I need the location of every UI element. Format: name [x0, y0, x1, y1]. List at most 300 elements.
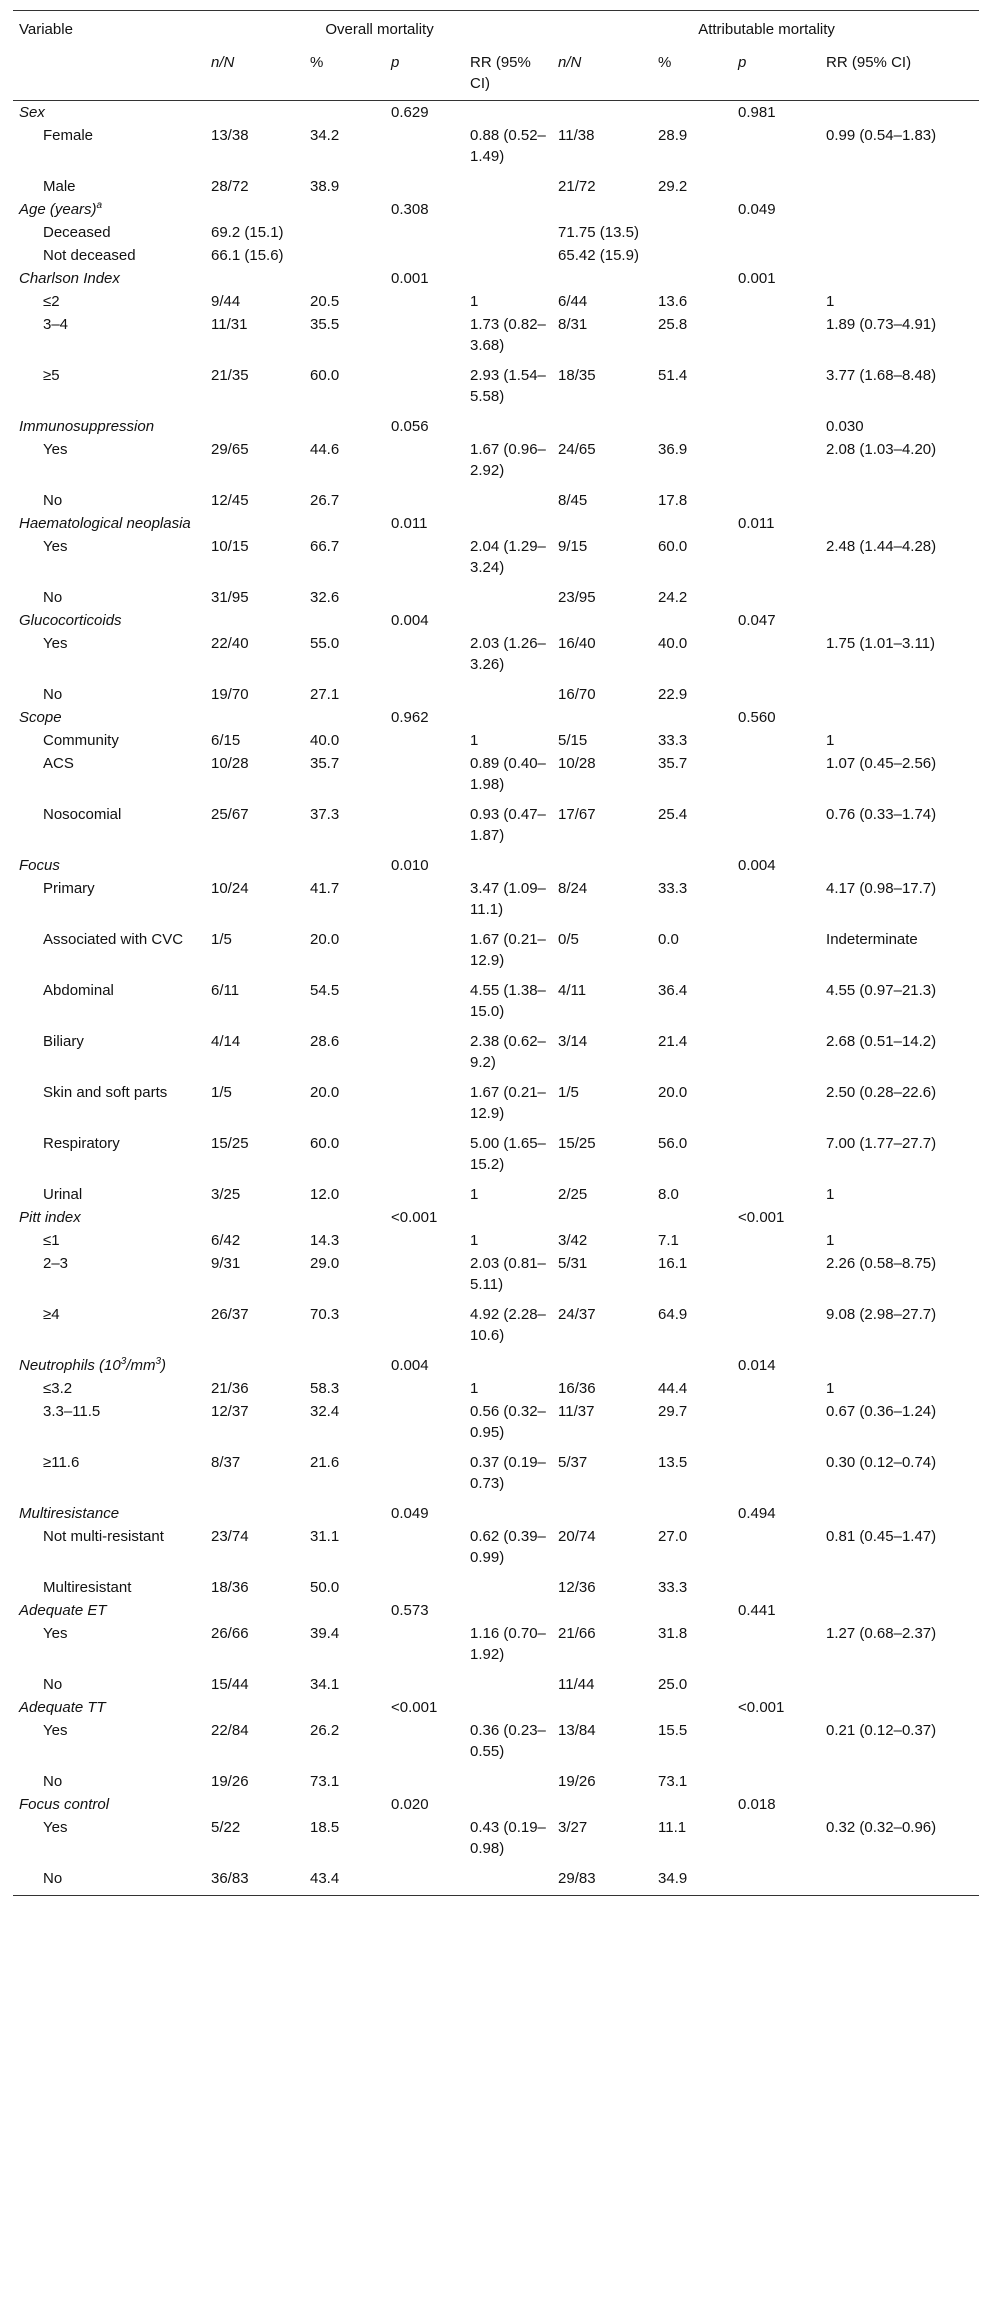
cell-rr-attributable: 1 — [826, 1380, 835, 1397]
cell-n-attributable — [552, 1354, 652, 1377]
cell-p-overall — [385, 1867, 464, 1896]
cell-p-overall: 0.056 — [391, 418, 429, 435]
cell-n-attributable: 11/44 — [558, 1676, 595, 1693]
table-row — [13, 1132, 979, 1183]
cell-pct-attributable: 44.4 — [658, 1380, 688, 1397]
cell-pct-overall: 26.7 — [310, 492, 340, 509]
cell-p-attributable — [732, 729, 820, 752]
table-row — [13, 877, 979, 928]
superscript: 3 — [155, 1356, 162, 1367]
label-text: Focus — [19, 857, 60, 874]
label-text: 3.3–11.5 — [43, 1403, 101, 1420]
table-row — [13, 1377, 979, 1400]
section-label — [13, 512, 205, 535]
cell-rr-overall: 0.43 (0.19–0.98) — [470, 1819, 546, 1857]
cell-n-overall: 8/37 — [211, 1454, 241, 1471]
cell-p-overall — [385, 1673, 464, 1696]
cell-rr-attributable — [820, 1502, 979, 1525]
label-text: Urinal — [43, 1186, 83, 1203]
section-label — [13, 1696, 205, 1719]
table-row — [13, 1525, 979, 1576]
cell-rr-attributable: 0.32 (0.32–0.96) — [826, 1819, 937, 1836]
cell-n-overall: 29/65 — [211, 441, 249, 458]
cell-p-attributable: 0.981 — [738, 104, 776, 121]
cell-rr-overall — [464, 489, 552, 512]
row-label — [13, 1081, 205, 1132]
section-label — [13, 198, 205, 221]
cell-rr-attributable: 1 — [826, 1232, 835, 1249]
cell-p-attributable — [732, 1622, 820, 1673]
cell-n-attributable: 16/36 — [558, 1380, 596, 1397]
table-row — [13, 1451, 979, 1502]
cell-rr-overall: 3.47 (1.09–11.1) — [470, 880, 546, 918]
table-row — [13, 1229, 979, 1252]
cell-rr-attributable — [820, 1354, 979, 1377]
table-row — [13, 1400, 979, 1451]
cell-n-attributable: 18/35 — [558, 367, 596, 384]
cell-rr-overall — [464, 1354, 552, 1377]
row-label — [13, 1867, 205, 1896]
cell-rr-attributable — [820, 1206, 979, 1229]
cell-n-attributable: 10/28 — [558, 755, 596, 772]
cell-n-overall: 6/42 — [211, 1232, 241, 1249]
cell-pct-attributable — [652, 415, 732, 438]
cell-p-overall: 0.573 — [391, 1602, 429, 1619]
cell-rr-attributable — [820, 512, 979, 535]
cell-pct-overall — [304, 101, 385, 125]
label-text: No — [43, 492, 63, 509]
cell-rr-attributable — [820, 1696, 979, 1719]
cell-pct-overall — [304, 854, 385, 877]
cell-n-overall: 6/15 — [211, 732, 241, 749]
header-n-attributable: n/N — [552, 46, 652, 101]
cell-p-attributable — [732, 1377, 820, 1400]
cell-rr-overall — [464, 1867, 552, 1896]
cell-p-attributable — [732, 1867, 820, 1896]
label-text: Male — [43, 178, 76, 195]
section-label — [13, 1793, 205, 1816]
cell-pct-overall — [304, 1354, 385, 1377]
header-row-columns — [13, 46, 979, 101]
cell-pct-attributable: 29.7 — [658, 1403, 688, 1420]
cell-p-overall: 0.011 — [391, 515, 428, 532]
cell-rr-attributable: 2.50 (0.28–22.6) — [826, 1084, 937, 1101]
cell-n-overall — [205, 854, 304, 877]
cell-rr-overall: 4.55 (1.38–15.0) — [470, 982, 546, 1020]
cell-n-attributable: 11/37 — [558, 1403, 595, 1420]
label-text: Age (years) — [19, 201, 97, 218]
cell-pct-overall — [304, 198, 385, 221]
cell-n-attributable: 1/5 — [558, 1084, 579, 1101]
cell-p-attributable — [732, 313, 820, 364]
table-row — [13, 1252, 979, 1303]
cell-rr-attributable: 1 — [826, 293, 835, 310]
cell-n-overall: 18/36 — [211, 1579, 249, 1596]
row-label — [13, 1303, 205, 1354]
label-text: Respiratory — [43, 1135, 120, 1152]
cell-rr-overall — [464, 609, 552, 632]
cell-pct-attributable — [652, 1354, 732, 1377]
cell-rr-attributable — [820, 854, 979, 877]
cell-rr-overall — [464, 244, 552, 267]
cell-pct-overall: 20.0 — [310, 1084, 340, 1101]
row-label — [13, 1030, 205, 1081]
cell-rr-overall: 1 — [470, 1186, 479, 1203]
cell-pct-overall — [304, 1793, 385, 1816]
cell-n-attributable: 29/83 — [552, 1867, 652, 1896]
cell-p-attributable: 0.004 — [738, 857, 776, 874]
cell-p-attributable — [732, 1525, 820, 1576]
cell-pct-overall: 27.1 — [310, 686, 340, 703]
section-label — [13, 1599, 205, 1622]
label-text: Female — [43, 127, 94, 144]
cell-n-overall: 26/66 — [211, 1625, 249, 1642]
cell-pct-overall: 32.4 — [310, 1403, 340, 1420]
cell-rr-overall — [464, 1502, 552, 1525]
label-text: Haematological neoplasia — [19, 515, 191, 532]
label-text: Associated with CVC — [43, 931, 184, 948]
label-text: Not multi-resistant — [43, 1528, 164, 1545]
table-row — [13, 1303, 979, 1354]
section-row — [13, 706, 979, 729]
cell-n-attributable: 17/67 — [558, 806, 596, 823]
cell-pct-attributable: 7.1 — [658, 1232, 679, 1249]
cell-pct-overall: 41.7 — [310, 880, 340, 897]
cell-rr-attributable — [820, 244, 979, 267]
cell-n-overall: 69.2 (15.1) — [211, 224, 284, 241]
header-attributable-mortality: Attributable mortality — [552, 11, 979, 47]
cell-p-overall — [385, 683, 464, 706]
cell-rr-attributable: 9.08 (2.98–27.7) — [826, 1306, 937, 1323]
cell-p-overall: <0.001 — [391, 1209, 438, 1226]
cell-p-overall — [385, 124, 464, 175]
label-text: Charlson Index — [19, 270, 120, 287]
cell-rr-attributable: 1.07 (0.45–2.56) — [826, 755, 937, 772]
cell-n-overall: 5/22 — [211, 1819, 241, 1836]
cell-pct-attributable: 17.8 — [658, 492, 688, 509]
cell-p-overall: 0.962 — [391, 709, 429, 726]
cell-n-attributable: 6/44 — [558, 293, 588, 310]
label-text: No — [43, 686, 63, 703]
row-label — [13, 1576, 205, 1599]
cell-pct-overall: 38.9 — [310, 178, 340, 195]
cell-n-attributable — [552, 854, 652, 877]
label-text: ≥4 — [43, 1306, 60, 1323]
cell-p-attributable — [732, 124, 820, 175]
cell-pct-overall — [304, 1206, 385, 1229]
cell-rr-attributable: 1 — [826, 732, 835, 749]
section-row — [13, 1793, 979, 1816]
cell-pct-overall: 44.6 — [310, 441, 340, 458]
cell-rr-attributable: 2.68 (0.51–14.2) — [826, 1033, 937, 1050]
cell-n-overall: 11/31 — [211, 316, 248, 333]
header-p-attributable: p — [732, 46, 820, 101]
cell-pct-attributable: 28.9 — [658, 127, 688, 144]
row-label — [13, 1451, 205, 1502]
row-label — [13, 1252, 205, 1303]
cell-rr-overall — [464, 175, 552, 198]
cell-n-overall — [205, 706, 304, 729]
cell-pct-attributable: 34.9 — [652, 1867, 732, 1896]
cell-pct-overall — [304, 267, 385, 290]
cell-p-attributable — [732, 803, 820, 854]
cell-p-attributable: 0.047 — [738, 612, 776, 629]
cell-p-overall — [385, 979, 464, 1030]
cell-p-attributable — [732, 489, 820, 512]
cell-n-attributable — [552, 1206, 652, 1229]
cell-p-overall — [385, 632, 464, 683]
cell-p-overall — [385, 1719, 464, 1770]
cell-p-overall: 0.049 — [391, 1505, 429, 1522]
cell-rr-overall: 2.03 (1.26–3.26) — [470, 635, 546, 673]
cell-n-overall: 10/15 — [211, 538, 249, 555]
cell-n-overall: 9/31 — [211, 1255, 241, 1272]
cell-rr-attributable: 4.17 (0.98–17.7) — [826, 880, 937, 897]
row-label — [13, 244, 205, 267]
row-label — [13, 1229, 205, 1252]
cell-pct-attributable: 8.0 — [658, 1186, 679, 1203]
cell-rr-attributable: 0.30 (0.12–0.74) — [826, 1454, 937, 1471]
row-label — [13, 752, 205, 803]
cell-n-attributable — [552, 267, 652, 290]
cell-pct-overall — [304, 1502, 385, 1525]
cell-n-overall: 23/74 — [211, 1528, 249, 1545]
cell-pct-attributable: 27.0 — [658, 1528, 688, 1545]
cell-p-overall — [385, 586, 464, 609]
cell-n-attributable: 13/84 — [558, 1722, 596, 1739]
cell-pct-attributable: 31.8 — [658, 1625, 688, 1642]
cell-rr-attributable — [820, 101, 979, 125]
cell-rr-attributable: 0.21 (0.12–0.37) — [826, 1722, 937, 1739]
row-label — [13, 729, 205, 752]
cell-pct-attributable: 64.9 — [658, 1306, 688, 1323]
table-row — [13, 683, 979, 706]
cell-rr-attributable: 1.75 (1.01–3.11) — [826, 635, 936, 652]
cell-p-overall — [385, 1303, 464, 1354]
section-row — [13, 267, 979, 290]
cell-rr-overall — [464, 706, 552, 729]
cell-rr-overall — [464, 512, 552, 535]
cell-p-attributable: 0.049 — [738, 201, 776, 218]
cell-pct-attributable: 40.0 — [658, 635, 688, 652]
cell-n-overall: 21/35 — [211, 367, 249, 384]
table-row — [13, 244, 979, 267]
superscript: a — [96, 200, 103, 211]
cell-pct-overall: 39.4 — [310, 1625, 340, 1642]
cell-n-overall: 13/38 — [211, 127, 249, 144]
cell-p-attributable — [732, 415, 820, 438]
cell-n-attributable — [552, 609, 652, 632]
table-row — [13, 1673, 979, 1696]
cell-p-overall: 0.020 — [391, 1796, 429, 1813]
cell-p-overall: 0.010 — [391, 857, 429, 874]
row-label — [13, 221, 205, 244]
cell-pct-attributable: 15.5 — [658, 1722, 688, 1739]
cell-p-overall — [385, 1132, 464, 1183]
label-text: Nosocomial — [43, 806, 122, 823]
cell-rr-overall — [464, 1206, 552, 1229]
cell-pct-attributable — [652, 1502, 732, 1525]
row-label — [13, 313, 205, 364]
cell-p-overall — [385, 1377, 464, 1400]
cell-pct-overall: 35.7 — [310, 755, 340, 772]
cell-pct-attributable: 51.4 — [658, 367, 688, 384]
cell-n-attributable — [552, 1502, 652, 1525]
cell-pct-overall: 60.0 — [310, 367, 340, 384]
cell-pct-attributable: 16.1 — [658, 1255, 688, 1272]
cell-n-overall: 12/37 — [211, 1403, 249, 1420]
cell-n-attributable: 71.75 (13.5) — [558, 224, 639, 241]
cell-p-overall: 0.629 — [391, 104, 429, 121]
table-row — [13, 1081, 979, 1132]
cell-pct-attributable: 22.9 — [658, 686, 688, 703]
section-label — [13, 609, 205, 632]
cell-p-attributable — [732, 1183, 820, 1206]
cell-n-attributable — [552, 1696, 652, 1719]
cell-p-overall — [385, 313, 464, 364]
cell-n-overall: 1/5 — [211, 931, 232, 948]
section-label — [13, 1502, 205, 1525]
cell-p-attributable — [732, 1576, 820, 1599]
label-text: Focus control — [19, 1796, 110, 1813]
cell-pct-attributable — [652, 198, 732, 221]
cell-n-attributable — [552, 1793, 652, 1816]
cell-n-overall: 3/25 — [211, 1186, 241, 1203]
cell-n-overall — [205, 267, 304, 290]
cell-p-attributable — [732, 979, 820, 1030]
row-label — [13, 586, 205, 609]
cell-n-attributable — [552, 101, 652, 125]
cell-p-overall — [385, 1770, 464, 1793]
cell-p-overall — [385, 1816, 464, 1867]
cell-p-overall — [385, 752, 464, 803]
cell-p-overall — [385, 290, 464, 313]
cell-p-overall — [385, 877, 464, 928]
table-row — [13, 752, 979, 803]
cell-pct-attributable: 73.1 — [658, 1773, 688, 1790]
cell-pct-attributable: 21.4 — [658, 1033, 688, 1050]
section-row — [13, 854, 979, 877]
cell-pct-overall: 12.0 — [310, 1186, 340, 1203]
cell-n-overall: 15/44 — [211, 1676, 249, 1693]
cell-rr-overall: 0.89 (0.40–1.98) — [470, 755, 546, 793]
label-text: Community — [43, 732, 119, 749]
cell-n-attributable: 16/40 — [558, 635, 596, 652]
label-text: No — [43, 1676, 63, 1693]
header-overall-mortality: Overall mortality — [205, 11, 552, 47]
cell-pct-attributable: 20.0 — [658, 1084, 688, 1101]
cell-rr-overall — [464, 267, 552, 290]
cell-pct-overall: 34.1 — [310, 1676, 340, 1693]
cell-p-overall — [385, 221, 464, 244]
label-text: ACS — [43, 755, 74, 772]
cell-p-attributable: 0.494 — [738, 1505, 776, 1522]
row-label — [13, 1183, 205, 1206]
section-label — [13, 1354, 205, 1377]
cell-p-attributable: 0.014 — [738, 1357, 776, 1374]
label-text: No — [43, 1870, 63, 1887]
cell-pct-overall — [304, 1696, 385, 1719]
label-text: Yes — [43, 1819, 68, 1836]
cell-p-attributable — [732, 928, 820, 979]
label-text: Adequate ET — [19, 1602, 107, 1619]
cell-pct-overall: 14.3 — [310, 1232, 340, 1249]
label-text: ≤1 — [43, 1232, 60, 1249]
cell-pct-attributable — [652, 1206, 732, 1229]
row-label — [13, 124, 205, 175]
cell-n-overall: 21/36 — [211, 1380, 249, 1397]
cell-rr-attributable: 1 — [826, 1186, 835, 1203]
mortality-table — [13, 10, 979, 1896]
cell-rr-overall: 0.62 (0.39–0.99) — [470, 1528, 546, 1566]
cell-pct-overall: 73.1 — [310, 1773, 340, 1790]
cell-p-overall — [385, 729, 464, 752]
cell-rr-overall: 1 — [470, 293, 479, 310]
cell-pct-overall — [304, 1599, 385, 1622]
label-text: Yes — [43, 1722, 68, 1739]
cell-pct-attributable: 11.1 — [658, 1819, 687, 1836]
cell-pct-attributable: 25.0 — [658, 1676, 688, 1693]
table-row — [13, 586, 979, 609]
cell-pct-attributable — [652, 244, 732, 267]
cell-rr-attributable — [820, 221, 979, 244]
cell-p-attributable — [732, 290, 820, 313]
cell-p-attributable — [732, 175, 820, 198]
cell-n-overall — [205, 1696, 304, 1719]
cell-n-overall: 10/28 — [211, 755, 249, 772]
table-row — [13, 1816, 979, 1867]
cell-p-attributable — [732, 683, 820, 706]
table-body — [13, 101, 979, 1896]
section-row — [13, 1354, 979, 1377]
cell-p-attributable — [732, 752, 820, 803]
cell-pct-attributable — [652, 854, 732, 877]
table-header — [13, 11, 979, 101]
section-label — [13, 267, 205, 290]
cell-n-attributable: 4/11 — [558, 982, 587, 999]
cell-pct-overall: 37.3 — [310, 806, 340, 823]
label-text: ≤2 — [43, 293, 60, 310]
cell-pct-overall: 20.0 — [310, 931, 340, 948]
cell-pct-attributable — [652, 267, 732, 290]
header-rr-attributable: RR (95% CI) — [820, 46, 979, 101]
cell-pct-attributable — [652, 1696, 732, 1719]
table-row — [13, 313, 979, 364]
section-row — [13, 101, 979, 125]
cell-p-overall — [385, 244, 464, 267]
cell-n-overall — [205, 101, 304, 125]
header-n-overall: n/N — [205, 46, 304, 101]
cell-p-overall — [385, 175, 464, 198]
cell-n-overall: 66.1 (15.6) — [211, 247, 284, 264]
cell-rr-attributable — [820, 1867, 979, 1896]
cell-rr-attributable: 1.89 (0.73–4.91) — [826, 316, 937, 333]
cell-n-attributable: 20/74 — [558, 1528, 596, 1545]
cell-rr-attributable — [820, 1576, 979, 1599]
cell-rr-attributable — [820, 267, 979, 290]
table-row — [13, 979, 979, 1030]
label-text: 3–4 — [43, 316, 69, 333]
table-row — [13, 803, 979, 854]
label-text: Multiresistant — [43, 1579, 132, 1596]
section-row — [13, 198, 979, 221]
cell-p-overall — [385, 1622, 464, 1673]
cell-rr-attributable — [820, 489, 979, 512]
table-row — [13, 124, 979, 175]
row-label — [13, 1132, 205, 1183]
cell-n-overall — [205, 1599, 304, 1622]
cell-p-overall — [385, 438, 464, 489]
